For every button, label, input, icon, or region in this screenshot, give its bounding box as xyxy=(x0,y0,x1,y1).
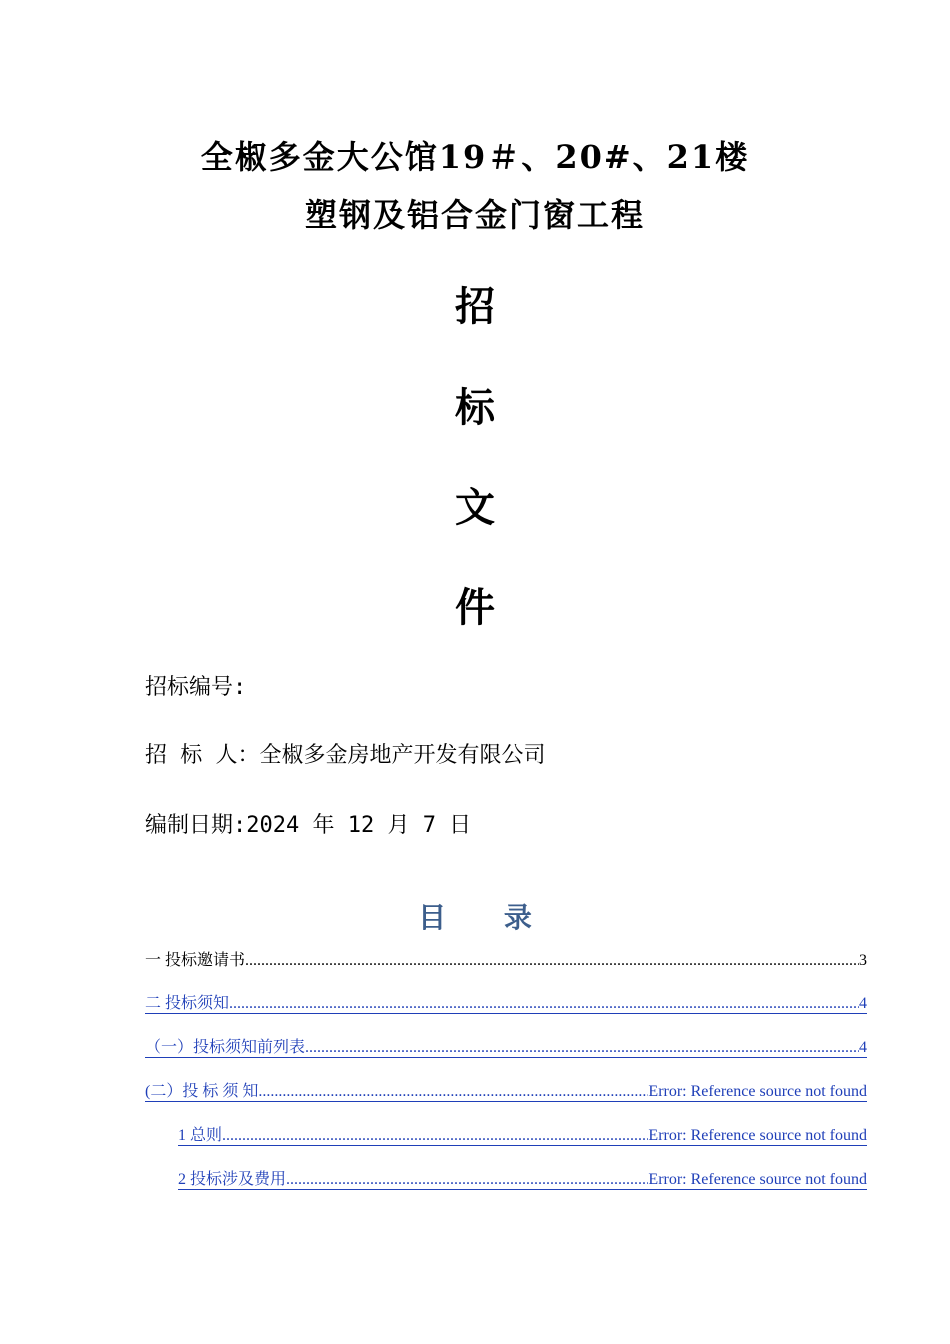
toc-entry-instructions[interactable] xyxy=(145,989,867,1014)
toc-leader-dots xyxy=(258,1083,648,1101)
toc-entry-invitation xyxy=(145,946,867,970)
toc-entry-page: 4 xyxy=(859,995,867,1012)
toc-entry-instructions-table[interactable] xyxy=(145,1033,867,1058)
doc-type-char-2: 标 xyxy=(455,385,495,431)
toc-entry-label: 一 投标邀请书 xyxy=(145,952,246,969)
toc-leader-dots xyxy=(305,1039,859,1057)
toc-title: 目 录 xyxy=(418,901,556,934)
toc-entry-label: 二 投标须知 xyxy=(145,995,230,1012)
toc-entry-page: 3 xyxy=(859,952,867,969)
project-title-line-2: 塑钢及铝合金门窗工程 xyxy=(304,196,645,234)
tenderer: 招 标 人：全椒多金房地产开发有限公司 xyxy=(145,743,546,768)
toc-entry-page: Error: Reference source not found xyxy=(648,1127,867,1144)
toc-leader-dots xyxy=(245,952,859,970)
doc-type-char-1: 招 xyxy=(455,284,495,330)
toc-entry-page: Error: Reference source not found xyxy=(648,1171,867,1188)
toc-entry-label: 1 总则 xyxy=(178,1127,223,1144)
toc-leader-dots xyxy=(229,995,859,1013)
compile-date: 编制日期:2024 年 12 月 7 日 xyxy=(145,813,472,838)
toc-entry-page: 4 xyxy=(859,1039,867,1056)
toc-leader-dots xyxy=(286,1171,648,1189)
doc-type-char-3: 文 xyxy=(455,485,495,531)
toc-leader-dots xyxy=(222,1127,648,1145)
doc-type-char-4: 件 xyxy=(455,585,495,631)
toc-entry-label: 2 投标涉及费用 xyxy=(178,1171,287,1188)
project-title-line-1: 全椒多金大公馆19＃、20#、21楼 xyxy=(200,138,750,176)
toc-entry-bidding-instructions[interactable] xyxy=(145,1077,867,1102)
bid-number: 招标编号: xyxy=(145,675,247,700)
toc-entry-bid-costs[interactable] xyxy=(178,1165,867,1190)
toc-entry-page: Error: Reference source not found xyxy=(648,1083,867,1100)
toc-entry-label: （一）投标须知前列表 xyxy=(145,1039,306,1056)
toc-entry-general[interactable] xyxy=(178,1121,867,1146)
toc-entry-label: (二）投 标 须 知 xyxy=(145,1083,259,1100)
